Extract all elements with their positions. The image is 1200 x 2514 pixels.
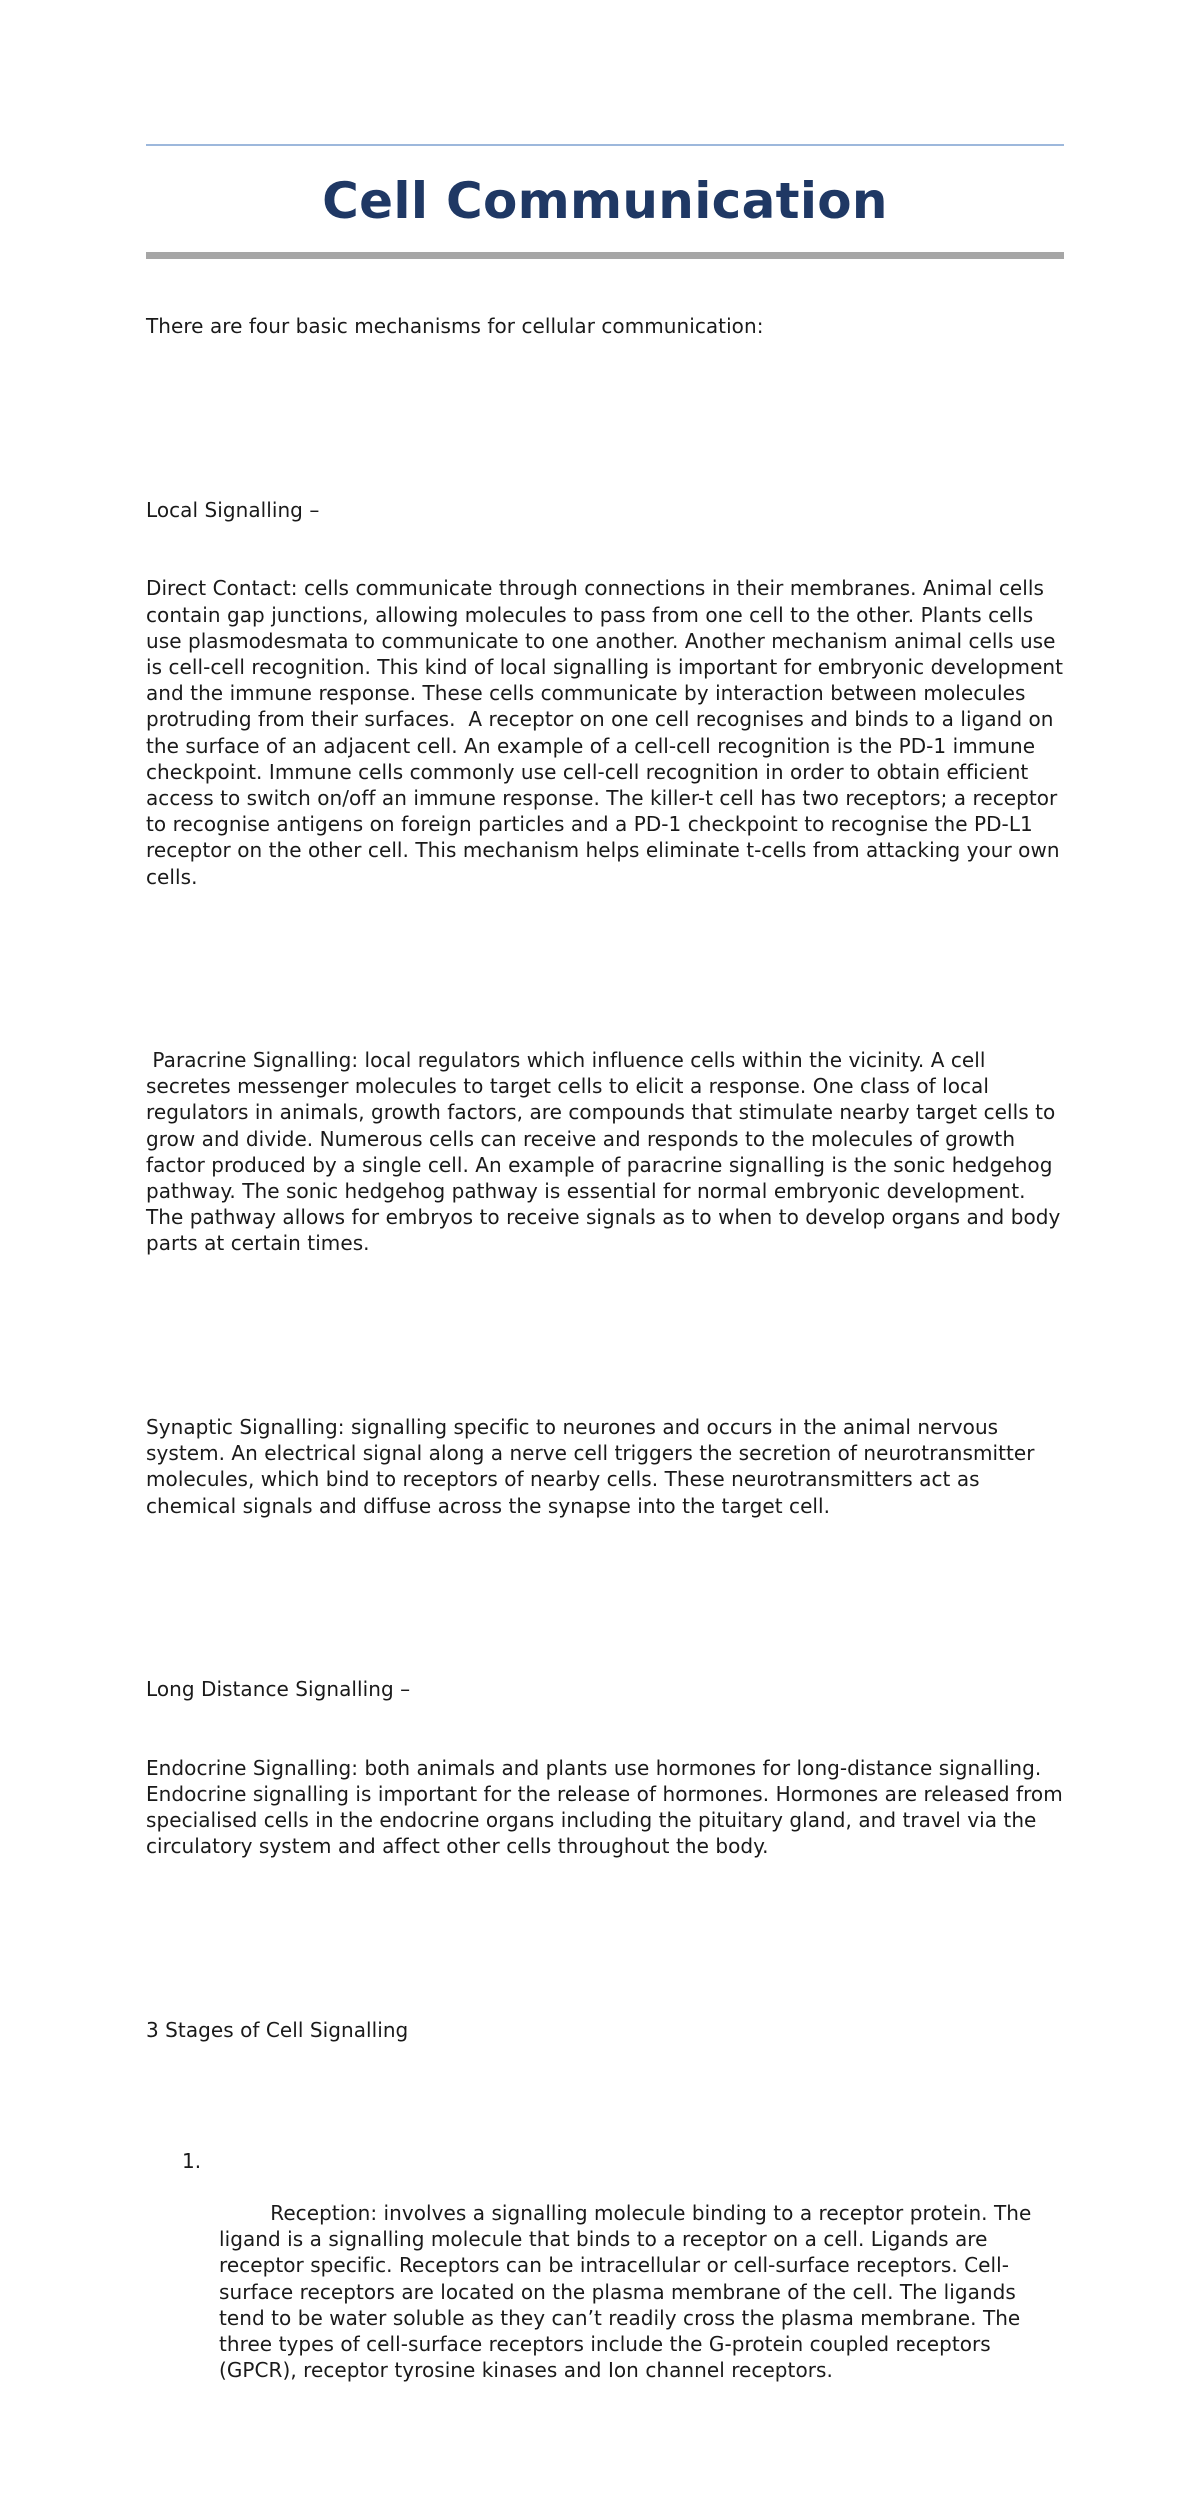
- document-page: [146, 144, 1070, 2514]
- paracrine-paragraph: Paracrine Signalling: local regulators which influence cells within the vicinity. A cell secretes messenger molecules to target cells to elicit a response. One class of local regulators in animals, growth factors, are compounds that stimulate nearby target cells to grow and divide. Numerous cells can receive and responds to the molecules of growth factor produced by a single cell. An example of paracrine signalling is the sonic hedgehog pathway. The sonic hedgehog pathway is essential for normal embryonic development. The pathway allows for embryos to receive signals as to when to develop organs and body parts at certain times.: [146, 1048, 1067, 1256]
- spacer: [146, 1309, 1064, 1335]
- list-item-number: 1.: [182, 2148, 202, 2173]
- page-title: Cell Communication: [322, 172, 888, 230]
- endocrine-paragraph: Endocrine Signalling: both animals and plants use hormones for long-distance signalling. Endocrine signalling is important for the release of hormones. Hormones are released from specialised cells in the endocrine organs including the pituitary gland, and travel via the circulatory system and affect other cells throughout the body.: [146, 1755, 1070, 1859]
- local-signalling-heading: Local Signalling –: [146, 497, 320, 522]
- intro-paragraph: There are four basic mechanisms for cellular communication:: [146, 314, 764, 339]
- list-item-text: Reception: involves a signalling molecule binding to a receptor protein. The ligand is a signalling molecule that binds to a receptor on a cell. Ligands are receptor specific. Receptors can be intracellular or cell-surface receptors. Cell-surface receptors are located on the plasma membrane of the cell. The ligands tend to be water soluble as they can’t readily cross the plasma membrane. The three types of cell-surface receptors include the G-protein coupled receptors (GPCR), receptor tyrosine kinases and Ion channel receptors.: [219, 2200, 1038, 2383]
- spacer: [146, 1571, 1064, 1597]
- title-top-border: [146, 144, 1064, 146]
- spacer: [146, 1912, 1064, 1938]
- document-body: [146, 261, 1070, 2514]
- stages-list: [146, 2095, 1064, 2462]
- spacer: [146, 392, 1064, 418]
- spacer: [146, 942, 1064, 968]
- stages-heading: 3 Stages of Cell Signalling: [146, 2017, 409, 2042]
- synaptic-paragraph: Synaptic Signalling: signalling specific to neurones and occurs in the animal nervous system. An electrical signal along a nerve cell triggers the secretion of neurotransmitter molecules, which bind to receptors of nearby cells. These neurotransmitters act as chemical signals and diffuse across the synapse into the target cell.: [146, 1414, 1041, 1518]
- list-item: [182, 2148, 1064, 2410]
- long-distance-heading: Long Distance Signalling –: [146, 1676, 411, 1701]
- direct-contact-paragraph: Direct Contact: cells communicate through connections in their membranes. Animal cells contain gap junctions, allowing molecules to pass from one cell to the other. Plants cells use plasmodesmata to communicate to one another. Another mechanism animal cells use is cell-cell recognition. This kind of local signalling is important for embryonic development and the immune response. These cells communicate by interaction between molecules protruding from their surfaces. A receptor on one cell recognises and binds to a ligand on the surface of an adjacent cell. An example of a cell-cell recognition is the PD-1 immune checkpoint. Immune cells commonly use cell-cell recognition in order to obtain efficient access to switch on/off an immune response. The killer-t cell has two receptors; a receptor to recognise antigens on foreign particles and a PD-1 checkpoint to recognise the PD-L1 receptor on the other cell. This mechanism helps eliminate t-cells from attacking your own cells.: [146, 576, 1070, 889]
- title-bottom-border: [146, 252, 1064, 259]
